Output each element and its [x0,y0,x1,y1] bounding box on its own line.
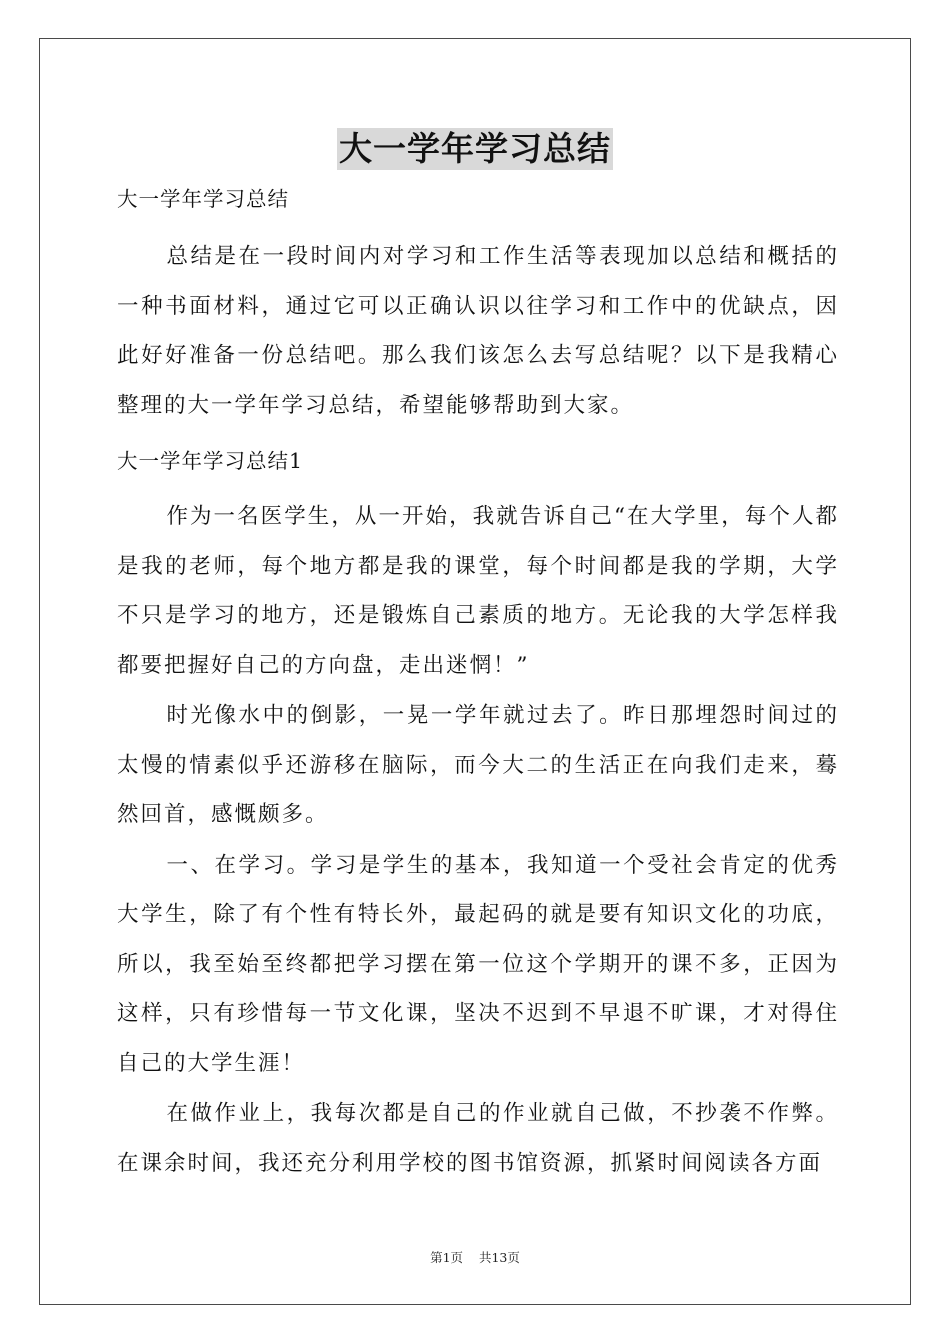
title-container [0,128,950,170]
body-paragraph: 一、在学习。学习是学生的基本，我知道一个受社会肯定的优秀大学生，除了有个性有特长外，最起码的就是要有知识文化的功底，所以，我至始至终都把学习摆在第一位这个学期开的课不多，正因为这样，只有珍惜每一节文化课，坚决不迟到不早退不旷课，才对得住自己的大学生涯！ [117,852,839,1076]
body-paragraph: 作为一名医学生，从一开始，我就告诉自己“在大学里，每个人都是我的老师，每个地方都是我的课堂，每个时间都是我的学期，大学不只是学习的地方，还是锻炼自己素质的地方。无论我的大学怎样我都要把握好自己的方向盘，走出迷惘！” [117,504,839,678]
document-body [117,180,839,1189]
section-heading: 大一学年学习总结1 [117,449,304,473]
page-footer [0,1248,950,1266]
body-paragraph: 在做作业上，我每次都是自己的作业就自己做，不抄袭不作弊。在课余时间，我还充分利用学校的图书馆资源，抓紧时间阅读各方面 [117,1101,839,1176]
document-subheading: 大一学年学习总结 [117,187,289,211]
page-total: 共13页 [478,1250,520,1265]
body-paragraph: 时光像水中的倒影，一晃一学年就过去了。昨日那埋怨时间过的太慢的情素似乎还游移在脑际，而今大二的生活正在向我们走来，蓦然回首，感慨颇多。 [117,703,839,827]
document-title: 大一学年学习总结 [339,129,611,168]
intro-paragraph: 总结是在一段时间内对学习和工作生活等表现加以总结和概括的一种书面材料，通过它可以正确认识以往学习和工作中的优缺点，因此好好准备一份总结吧。那么我们该怎么去写总结呢？以下是我精心整理的大一学年学习总结，希望能够帮助到大家。 [117,244,839,418]
page-number: 第1页 [430,1250,464,1265]
